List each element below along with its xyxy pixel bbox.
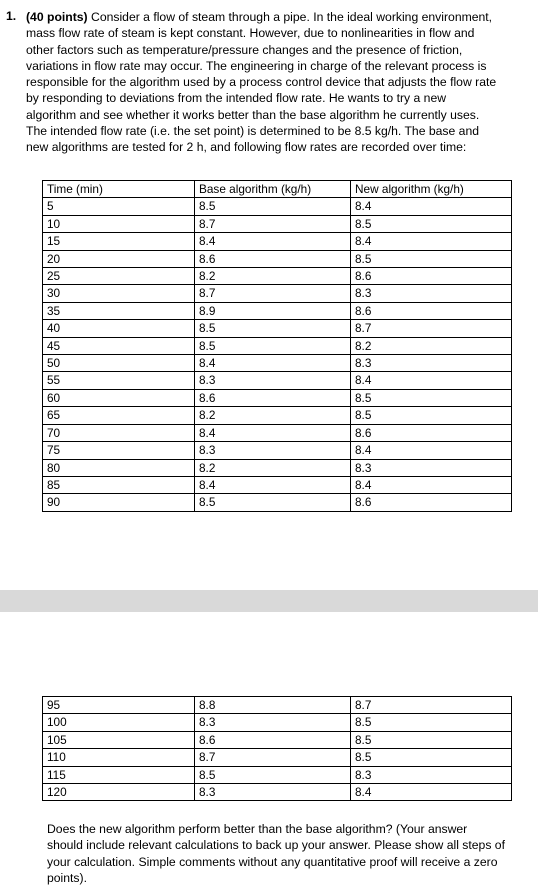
cell-base-algorithm: 8.7 [195,749,351,766]
cell-new-algorithm: 8.4 [351,442,512,459]
table-row [43,233,512,250]
cell-time: 110 [43,749,195,766]
table-row [43,697,512,714]
cell-new-algorithm: 8.3 [351,355,512,372]
cell-time: 45 [43,337,195,354]
cell-base-algorithm: 8.7 [195,215,351,232]
question-line: The intended flow rate (i.e. the set point) is determined to be 8.5 kg/h. The base and [26,124,480,139]
question-line: new algorithms are tested for 2 h, and following flow rates are recorded over time: [26,140,467,155]
cell-new-algorithm: 8.7 [351,697,512,714]
cell-base-algorithm: 8.4 [195,424,351,441]
header-base-algorithm: Base algorithm (kg/h) [195,181,351,198]
table-row [43,424,512,441]
cell-new-algorithm: 8.5 [351,389,512,406]
table-row [43,372,512,389]
cell-time: 50 [43,355,195,372]
table-header-row [43,181,512,198]
question-line-text: Consider a flow of steam through a pipe. In the ideal working environment, [91,10,493,24]
table-row [43,407,512,424]
table-row [43,766,512,783]
cell-base-algorithm: 8.2 [195,459,351,476]
cell-new-algorithm: 8.3 [351,766,512,783]
cell-new-algorithm: 8.5 [351,250,512,267]
table-row [43,215,512,232]
cell-new-algorithm: 8.5 [351,215,512,232]
table-row [43,494,512,511]
header-new-algorithm: New algorithm (kg/h) [351,181,512,198]
cell-time: 105 [43,731,195,748]
table-row [43,731,512,748]
cell-base-algorithm: 8.6 [195,250,351,267]
cell-base-algorithm: 8.3 [195,372,351,389]
question-number: 1. [6,9,17,23]
cell-new-algorithm: 8.4 [351,372,512,389]
table-row [43,442,512,459]
page-break-gap [0,590,538,612]
document-page-2 [0,612,538,890]
cell-time: 85 [43,476,195,493]
cell-new-algorithm: 8.6 [351,494,512,511]
cell-base-algorithm: 8.2 [195,268,351,285]
cell-base-algorithm: 8.5 [195,337,351,354]
cell-time: 55 [43,372,195,389]
cell-new-algorithm: 8.5 [351,749,512,766]
cell-base-algorithm: 8.4 [195,476,351,493]
cell-time: 100 [43,714,195,731]
cell-new-algorithm: 8.6 [351,268,512,285]
cell-base-algorithm: 8.6 [195,731,351,748]
flow-rate-table-part2 [42,696,512,801]
table-row [43,268,512,285]
cell-base-algorithm: 8.5 [195,198,351,215]
table-row [43,320,512,337]
cell-new-algorithm: 8.4 [351,476,512,493]
table-row [43,355,512,372]
question-text [26,9,532,156]
table-row [43,302,512,319]
cell-time: 30 [43,285,195,302]
table-row [43,476,512,493]
cell-base-algorithm: 8.2 [195,407,351,424]
cell-time: 95 [43,697,195,714]
cell-new-algorithm: 8.7 [351,320,512,337]
question-line: mass flow rate of steam is kept constant. However, due to nonlinearities in flow and [26,26,475,41]
cell-new-algorithm: 8.6 [351,424,512,441]
cell-new-algorithm: 8.4 [351,233,512,250]
question-line: algorithm and see whether it works better than the base algorithm he currently uses. [26,107,480,122]
cell-time: 10 [43,215,195,232]
cell-new-algorithm: 8.5 [351,714,512,731]
closing-line: Does the new algorithm perform better than the base algorithm? (Your answer [47,822,468,836]
cell-time: 75 [43,442,195,459]
question-points: (40 points) [26,10,88,24]
cell-base-algorithm: 8.3 [195,442,351,459]
table-row [43,389,512,406]
table-row [43,714,512,731]
cell-time: 5 [43,198,195,215]
cell-new-algorithm: 8.3 [351,459,512,476]
cell-time: 60 [43,389,195,406]
cell-base-algorithm: 8.3 [195,784,351,801]
cell-time: 25 [43,268,195,285]
cell-time: 120 [43,784,195,801]
table-row [43,784,512,801]
cell-new-algorithm: 8.6 [351,302,512,319]
table-row [43,285,512,302]
header-time: Time (min) [43,181,195,198]
cell-new-algorithm: 8.3 [351,285,512,302]
table-row [43,459,512,476]
cell-base-algorithm: 8.5 [195,766,351,783]
flow-rate-table-part1 [42,180,512,512]
cell-new-algorithm: 8.2 [351,337,512,354]
question-line: variations in flow rate may occur. The engineering in charge of the relevant process is [26,58,487,73]
question-line: other factors such as temperature/pressure changes and the presence of friction, [26,42,463,57]
cell-time: 35 [43,302,195,319]
cell-base-algorithm: 8.9 [195,302,351,319]
cell-base-algorithm: 8.3 [195,714,351,731]
cell-time: 70 [43,424,195,441]
cell-base-algorithm: 8.6 [195,389,351,406]
cell-base-algorithm: 8.4 [195,233,351,250]
table-row [43,198,512,215]
cell-base-algorithm: 8.4 [195,355,351,372]
cell-base-algorithm: 8.5 [195,494,351,511]
cell-time: 65 [43,407,195,424]
cell-base-algorithm: 8.7 [195,285,351,302]
cell-time: 40 [43,320,195,337]
question-line: by responding to deviations from the intended flow rate. He wants to try a new [26,91,447,106]
cell-time: 20 [43,250,195,267]
cell-time: 80 [43,459,195,476]
question-line [26,9,532,25]
cell-new-algorithm: 8.5 [351,407,512,424]
cell-base-algorithm: 8.8 [195,697,351,714]
cell-time: 90 [43,494,195,511]
closing-line: points). [47,871,87,886]
table-row [43,250,512,267]
cell-time: 115 [43,766,195,783]
question-line: responsible for the algorithm used by a process control device that adjusts the flow rate [26,75,497,90]
table-row [43,749,512,766]
closing-line: should include relevant calculations to back up your answer. Please show all steps of [47,838,505,853]
cell-base-algorithm: 8.5 [195,320,351,337]
cell-new-algorithm: 8.4 [351,198,512,215]
closing-question [47,821,533,887]
table-row [43,337,512,354]
cell-new-algorithm: 8.5 [351,731,512,748]
cell-new-algorithm: 8.4 [351,784,512,801]
cell-time: 15 [43,233,195,250]
closing-line: your calculation. Simple comments without any quantitative proof will receive a zero [47,854,498,869]
